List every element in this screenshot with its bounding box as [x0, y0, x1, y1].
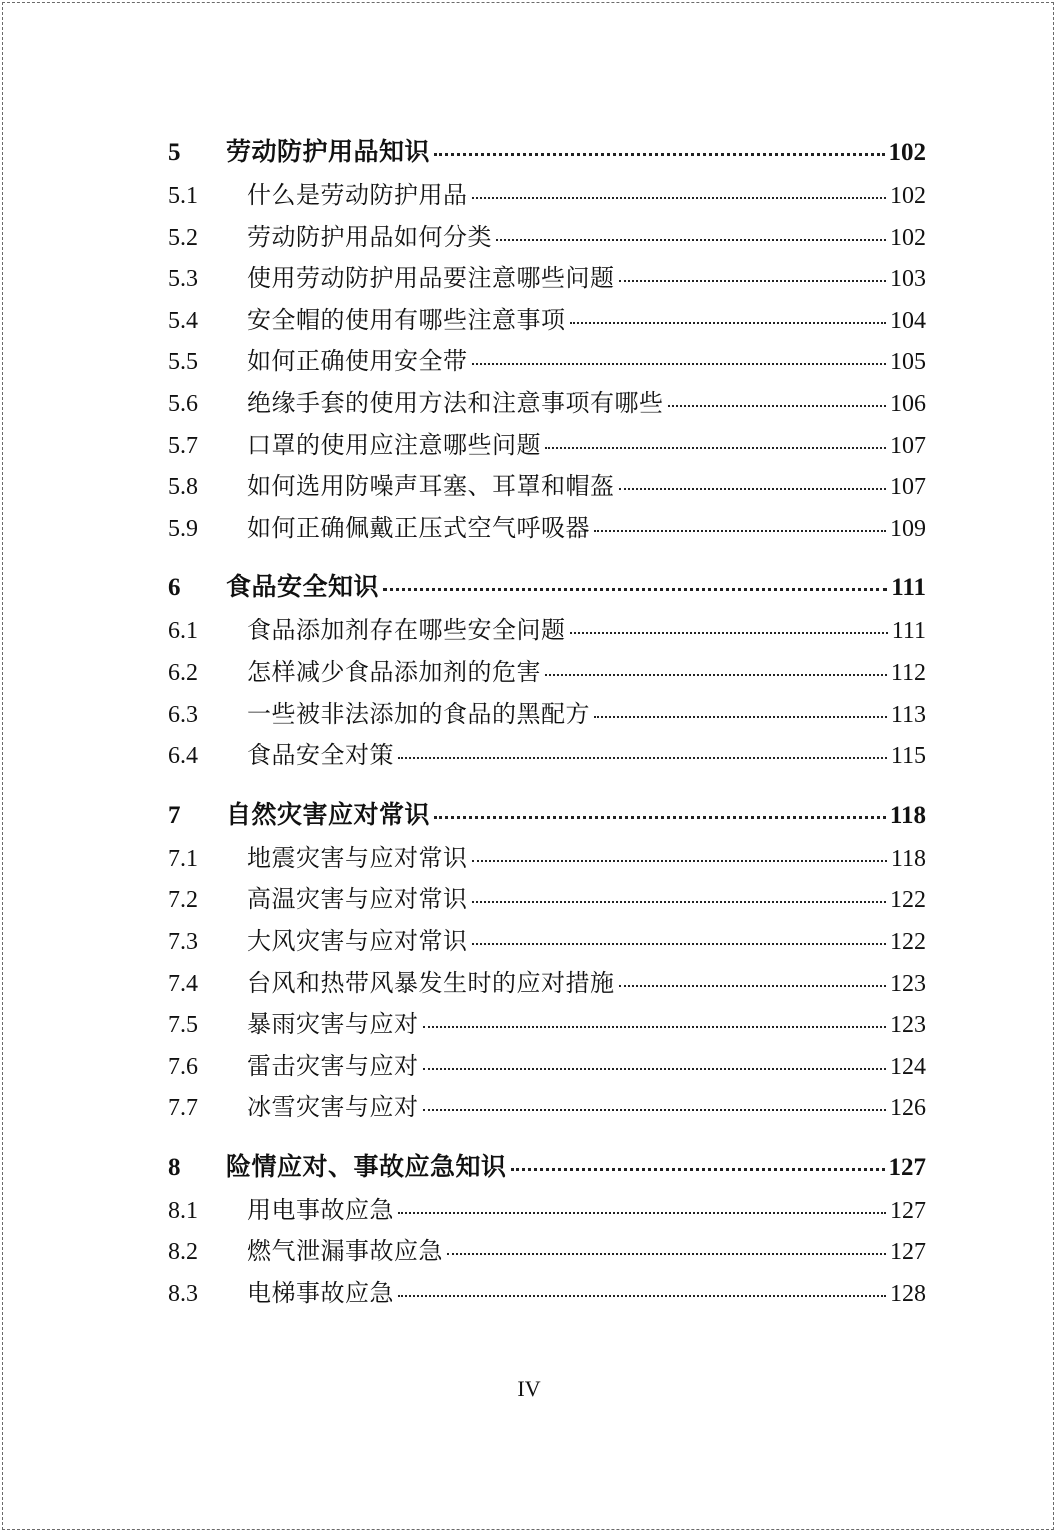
- chapter-title: 食品安全知识: [226, 572, 380, 602]
- dot-leader: [619, 488, 887, 490]
- section-title: 使用劳动防护用品要注意哪些问题: [247, 264, 615, 293]
- section-number: 8.1: [168, 1197, 198, 1224]
- chapter-title: 劳动防护用品知识: [226, 137, 431, 166]
- toc-section[interactable]: [168, 258, 926, 300]
- dot-leader: [511, 1168, 885, 1171]
- section-number: 5.2: [168, 224, 198, 251]
- chapter-spacer: [168, 549, 926, 567]
- section-title: 劳动防护用品如何分类: [247, 222, 492, 251]
- section-title: 安全帽的使用有哪些注意事项: [247, 305, 566, 334]
- dot-leader: [619, 985, 887, 987]
- dot-leader: [398, 757, 887, 759]
- dot-leader: [398, 1212, 886, 1214]
- section-page: 102: [890, 183, 926, 209]
- section-page: 103: [890, 266, 926, 293]
- section-page: 127: [890, 1197, 926, 1224]
- section-number: 7.7: [168, 1095, 198, 1122]
- dot-leader: [423, 1109, 887, 1111]
- section-page: 123: [890, 970, 926, 997]
- toc-section[interactable]: [168, 217, 926, 259]
- section-page: 115: [890, 743, 926, 770]
- chapter-page: 102: [888, 139, 926, 166]
- section-number: 7.5: [168, 1012, 198, 1039]
- section-number: 5.1: [168, 183, 198, 209]
- toc-section[interactable]: [168, 466, 926, 508]
- toc-section[interactable]: [168, 425, 926, 467]
- section-page: 104: [890, 307, 926, 334]
- dot-leader: [594, 716, 887, 718]
- section-page: 126: [890, 1095, 926, 1122]
- chapter-spacer: [168, 777, 926, 795]
- dot-leader: [570, 322, 887, 324]
- toc-section[interactable]: [168, 1087, 926, 1129]
- section-title: 食品安全对策: [247, 741, 394, 770]
- dot-leader: [668, 405, 887, 407]
- toc-section[interactable]: [168, 1231, 926, 1273]
- toc-section[interactable]: [168, 652, 926, 694]
- section-title: 怎样减少食品添加剂的危害: [247, 657, 541, 686]
- dot-leader: [619, 280, 887, 282]
- chapter-spacer: [168, 1129, 926, 1147]
- dot-leader: [472, 363, 887, 365]
- toc-section[interactable]: [168, 735, 926, 777]
- toc-chapter[interactable]: [168, 567, 926, 610]
- toc-chapter[interactable]: [168, 795, 926, 838]
- section-title: 如何正确佩戴正压式空气呼吸器: [247, 513, 590, 542]
- section-title: 燃气泄漏事故应急: [247, 1237, 443, 1266]
- section-number: 8.2: [168, 1239, 198, 1266]
- section-title: 一些被非法添加的食品的黑配方: [247, 699, 590, 728]
- section-number: 7.3: [168, 928, 198, 955]
- section-number: 5.3: [168, 266, 198, 293]
- section-number: 6.1: [168, 618, 198, 645]
- section-title: 地震灾害与应对常识: [247, 843, 468, 872]
- toc-section[interactable]: [168, 1004, 926, 1046]
- section-page: 118: [890, 845, 926, 872]
- dot-leader: [472, 860, 887, 862]
- section-title: 大风灾害与应对常识: [247, 926, 468, 955]
- toc-section[interactable]: [168, 694, 926, 736]
- toc-section[interactable]: [168, 838, 926, 880]
- toc-section[interactable]: [168, 1190, 926, 1232]
- section-number: 5.6: [168, 390, 198, 417]
- section-page: 111: [891, 618, 926, 645]
- dot-leader: [472, 197, 887, 199]
- section-page: 128: [890, 1281, 926, 1308]
- section-number: 6.2: [168, 659, 198, 686]
- section-page: 113: [890, 701, 926, 728]
- section-page: 105: [890, 349, 926, 376]
- section-number: 5.7: [168, 432, 198, 459]
- section-page: 123: [890, 1012, 926, 1039]
- section-number: 7.2: [168, 887, 198, 914]
- section-number: 7.4: [168, 970, 198, 997]
- toc-chapter[interactable]: [168, 132, 926, 175]
- section-number: 6.4: [168, 743, 198, 770]
- toc-section[interactable]: [168, 610, 926, 652]
- dot-leader: [472, 943, 887, 945]
- section-page: 109: [890, 515, 926, 542]
- dot-leader: [545, 674, 887, 676]
- section-title: 用电事故应急: [247, 1195, 394, 1224]
- toc-section[interactable]: [168, 1046, 926, 1088]
- toc-chapter[interactable]: [168, 1147, 926, 1190]
- dot-leader: [447, 1253, 886, 1255]
- section-number: 7.6: [168, 1053, 198, 1080]
- page-number: IV: [517, 1376, 541, 1401]
- section-page: 122: [890, 928, 926, 955]
- section-title: 什么是劳动防护用品: [247, 181, 468, 209]
- section-title: 电梯事故应急: [247, 1279, 394, 1308]
- section-number: 5.9: [168, 515, 198, 542]
- chapter-number: 8: [168, 1153, 181, 1181]
- section-page: 122: [890, 887, 926, 914]
- toc-section[interactable]: [168, 1273, 926, 1308]
- section-page: 127: [890, 1239, 926, 1266]
- section-number: 7.1: [168, 845, 198, 872]
- dot-leader: [545, 447, 886, 449]
- chapter-number: 6: [168, 574, 181, 602]
- section-number: 5.8: [168, 474, 198, 501]
- section-title: 如何选用防噪声耳塞、耳罩和帽盔: [247, 472, 615, 501]
- toc-section[interactable]: [168, 300, 926, 342]
- dot-leader: [434, 153, 884, 156]
- section-page: 106: [890, 390, 926, 417]
- section-title: 口罩的使用应注意哪些问题: [247, 430, 541, 459]
- dot-leader: [398, 1295, 886, 1297]
- chapter-page: 118: [889, 801, 926, 829]
- section-page: 124: [890, 1053, 926, 1080]
- toc-section[interactable]: [168, 508, 926, 550]
- dot-leader: [423, 1026, 887, 1028]
- section-title: 雷击灾害与应对: [247, 1051, 419, 1080]
- section-number: 8.3: [168, 1281, 198, 1308]
- dot-leader: [434, 816, 886, 819]
- dot-leader: [570, 632, 888, 634]
- toc-section[interactable]: [168, 341, 926, 383]
- chapter-number: 7: [168, 801, 181, 829]
- table-of-contents: [168, 132, 926, 1308]
- toc-section[interactable]: [168, 921, 926, 963]
- section-number: 6.3: [168, 701, 198, 728]
- chapter-title: 自然灾害应对常识: [226, 799, 431, 829]
- dot-leader: [472, 901, 887, 903]
- chapter-page: 111: [891, 574, 926, 602]
- section-page: 112: [890, 659, 926, 686]
- section-title: 食品添加剂存在哪些安全问题: [247, 616, 566, 645]
- section-number: 5.4: [168, 307, 198, 334]
- chapter-page: 127: [888, 1153, 926, 1181]
- toc-section[interactable]: [168, 383, 926, 425]
- section-title: 如何正确使用安全带: [247, 347, 468, 376]
- toc-section[interactable]: [168, 879, 926, 921]
- chapter-number: 5: [168, 139, 181, 166]
- dot-leader: [423, 1068, 887, 1070]
- dot-leader: [496, 239, 886, 241]
- section-title: 暴雨灾害与应对: [247, 1010, 419, 1039]
- section-title: 冰雪灾害与应对: [247, 1093, 419, 1122]
- dot-leader: [383, 588, 887, 591]
- section-number: 5.5: [168, 349, 198, 376]
- section-page: 107: [890, 432, 926, 459]
- dot-leader: [594, 530, 886, 532]
- section-page: 107: [890, 474, 926, 501]
- toc-section[interactable]: [168, 963, 926, 1005]
- section-title: 台风和热带风暴发生时的应对措施: [247, 968, 615, 997]
- toc-section[interactable]: [168, 175, 926, 217]
- section-title: 绝缘手套的使用方法和注意事项有哪些: [247, 388, 664, 417]
- chapter-title: 险情应对、事故应急知识: [226, 1151, 507, 1181]
- section-title: 高温灾害与应对常识: [247, 885, 468, 914]
- section-page: 102: [890, 224, 926, 251]
